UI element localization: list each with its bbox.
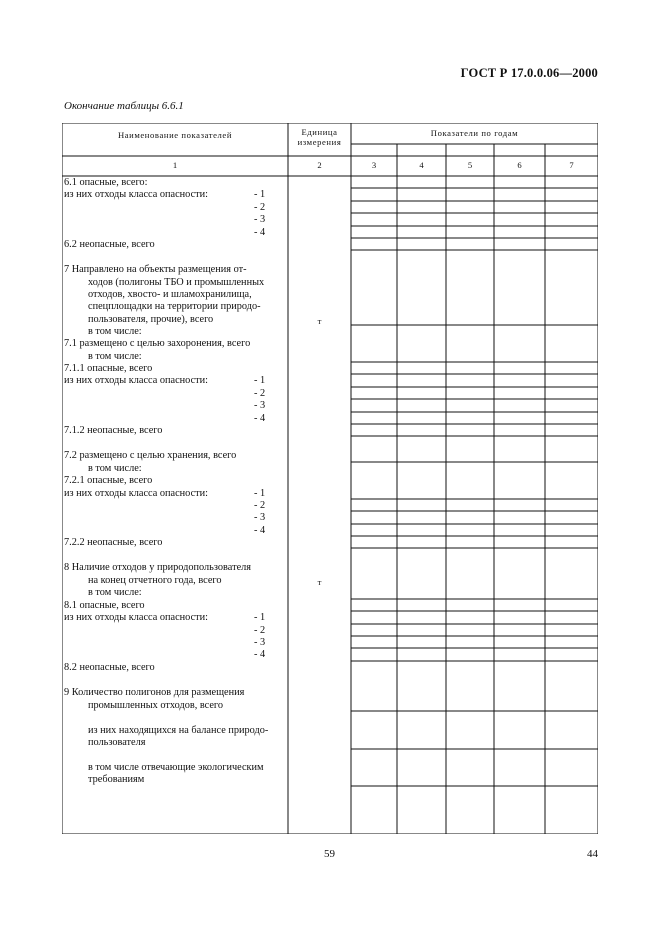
column-number: 2	[317, 160, 322, 170]
page-number: 59	[324, 848, 335, 860]
hazard-class-label: - 2	[254, 388, 266, 399]
hazard-class-label: - 4	[254, 525, 266, 536]
row-label: из них отходы класса опасности:	[64, 612, 209, 623]
row-label: из них отходы класса опасности:	[64, 375, 209, 386]
row-label: 7.1.2 неопасные, всего	[64, 425, 163, 436]
column-header-name: Наименование показателей	[117, 130, 233, 140]
row-label: 9 Количество полигонов для размещения	[64, 687, 245, 698]
hazard-class-label: - 3	[254, 214, 266, 225]
row-label: спецплощадки на территории природо-	[88, 301, 261, 312]
column-number: 7	[569, 160, 574, 170]
hazard-class-label: - 1	[254, 612, 266, 623]
column-number: 3	[371, 160, 377, 170]
column-number: 5	[467, 160, 473, 170]
row-label: промышленных отходов, всего	[88, 700, 224, 711]
row-label: из них находящихся на балансе природо-	[88, 725, 269, 736]
row-label: требованиям	[88, 774, 145, 785]
column-header-unit: измерения	[297, 137, 342, 147]
row-label: 7.2 размещено с целью хранения, всего	[64, 450, 237, 461]
unit-value: т	[317, 316, 322, 326]
row-label: 7.1 размещено с целью захоронения, всего	[64, 338, 251, 349]
column-number: 4	[419, 160, 424, 170]
hazard-class-label: - 4	[254, 649, 266, 660]
row-label: в том числе:	[88, 587, 142, 598]
hazard-class-label: - 2	[254, 625, 266, 636]
document-code: ГОСТ Р 17.0.0.06—2000	[460, 66, 598, 80]
column-header-years: Показатели по годам	[430, 128, 519, 138]
row-label: пользователя, прочие), всего	[88, 314, 214, 325]
hazard-class-label: - 2	[254, 202, 266, 213]
row-label: в том числе:	[88, 351, 142, 362]
row-label: ходов (полигоны ТБО и промышленных	[88, 277, 265, 288]
row-label: из них отходы класса опасности:	[64, 488, 209, 499]
hazard-class-label: - 4	[254, 227, 266, 238]
column-number: 1	[172, 160, 178, 170]
row-label: 7 Направлено на объекты размещения от-	[64, 264, 247, 275]
row-label: 8.2 неопасные, всего	[64, 662, 155, 673]
sheet-number: 44	[587, 848, 598, 860]
row-label: на конец отчетного года, всего	[88, 575, 222, 586]
row-label: 8.1 опасные, всего	[64, 600, 145, 611]
hazard-class-label: - 3	[254, 400, 266, 411]
row-label: отходов, хвосто- и шламохранилища,	[88, 289, 252, 300]
indicators-table	[62, 123, 598, 834]
row-label: пользователя	[88, 737, 146, 748]
column-header-unit: Единица	[301, 127, 338, 137]
row-label: 6.2 неопасные, всего	[64, 239, 155, 250]
row-label: в том числе отвечающие экологическим	[88, 762, 264, 773]
hazard-class-label: - 3	[254, 637, 266, 648]
row-label: 7.2.1 опасные, всего	[64, 475, 153, 486]
hazard-class-label: - 1	[254, 375, 266, 386]
row-label: из них отходы класса опасности:	[64, 189, 209, 200]
hazard-class-label: - 4	[254, 413, 266, 424]
table-caption: Окончание таблицы 6.6.1	[64, 100, 184, 112]
row-label: 7.2.2 неопасные, всего	[64, 537, 163, 548]
row-label: в том числе:	[88, 326, 142, 337]
column-number: 6	[517, 160, 522, 170]
row-label: 7.1.1 опасные, всего	[64, 363, 153, 374]
row-label: 8 Наличие отходов у природопользователя	[64, 562, 252, 573]
hazard-class-label: - 2	[254, 500, 266, 511]
hazard-class-label: - 1	[254, 189, 266, 200]
hazard-class-label: - 3	[254, 512, 266, 523]
hazard-class-label: - 1	[254, 488, 266, 499]
unit-value: т	[317, 577, 322, 587]
row-label: в том числе:	[88, 463, 142, 474]
row-label: 6.1 опасные, всего:	[64, 177, 148, 188]
